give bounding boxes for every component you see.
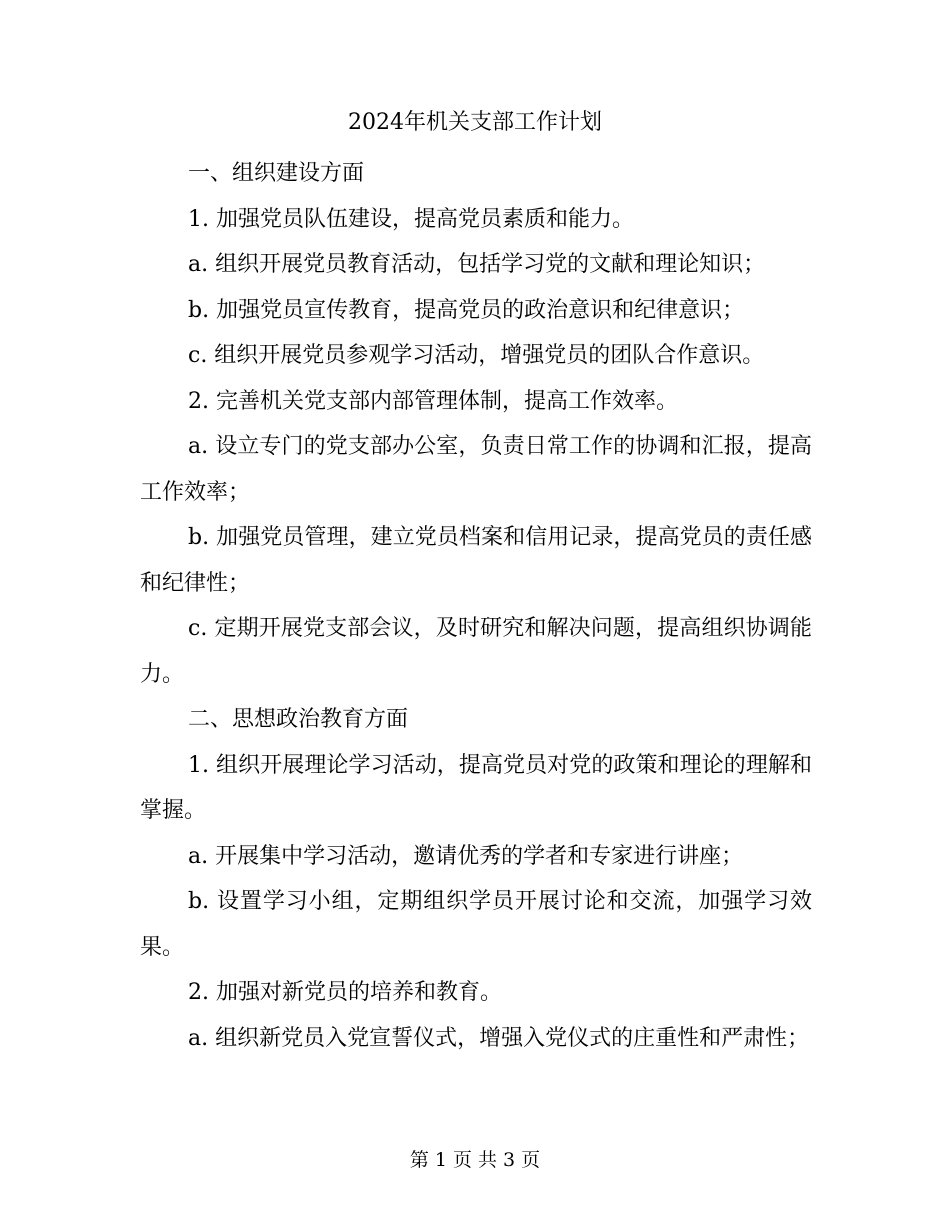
- list-item: b. 加强党员管理，建立党员档案和信用记录，提高党员的责任感和纪律性；: [140, 525, 812, 596]
- list-item: b. 设置学习小组，定期组织学员开展讨论和交流，加强学习效果。: [140, 889, 812, 960]
- list-item: a. 设立专门的党支部办公室，负责日常工作的协调和汇报，提高工作效率；: [140, 434, 812, 505]
- list-item: a. 开展集中学习活动，邀请优秀的学者和专家进行讲座；: [188, 843, 744, 869]
- list-item: 2. 加强对新党员的培养和教育。: [188, 980, 502, 1005]
- list-item: 2. 完善机关党支部内部管理体制，提高工作效率。: [188, 388, 678, 414]
- page-title: 2024年机关支部工作计划: [348, 110, 602, 135]
- page-number: 第 1 页 共 3 页: [409, 1149, 541, 1171]
- section-heading: 二、思想政治教育方面: [188, 707, 409, 732]
- list-item: 1. 组织开展理论学习活动，提高党员对党的政策和理论的理解和掌握。: [140, 752, 812, 823]
- list-item: a. 组织新党员入党宣誓仪式，增强入党仪式的庄重性和严肃性；: [188, 1025, 810, 1051]
- document-body: [140, 151, 812, 1061]
- list-item: c. 定期开展党支部会议，及时研究和解决问题，提高组织协调能力。: [140, 616, 812, 687]
- list-item: b. 加强党员宣传教育，提高党员的政治意识和纪律意识；: [188, 297, 745, 323]
- list-item: c. 组织开展党员参观学习活动，增强党员的团队合作意识。: [188, 343, 765, 368]
- section-heading: 一、组织建设方面: [188, 161, 365, 186]
- list-item: 1. 加强党员队伍建设，提高党员素质和能力。: [188, 206, 634, 232]
- list-item: a. 组织开展党员教育活动，包括学习党的文献和理论知识；: [188, 252, 766, 277]
